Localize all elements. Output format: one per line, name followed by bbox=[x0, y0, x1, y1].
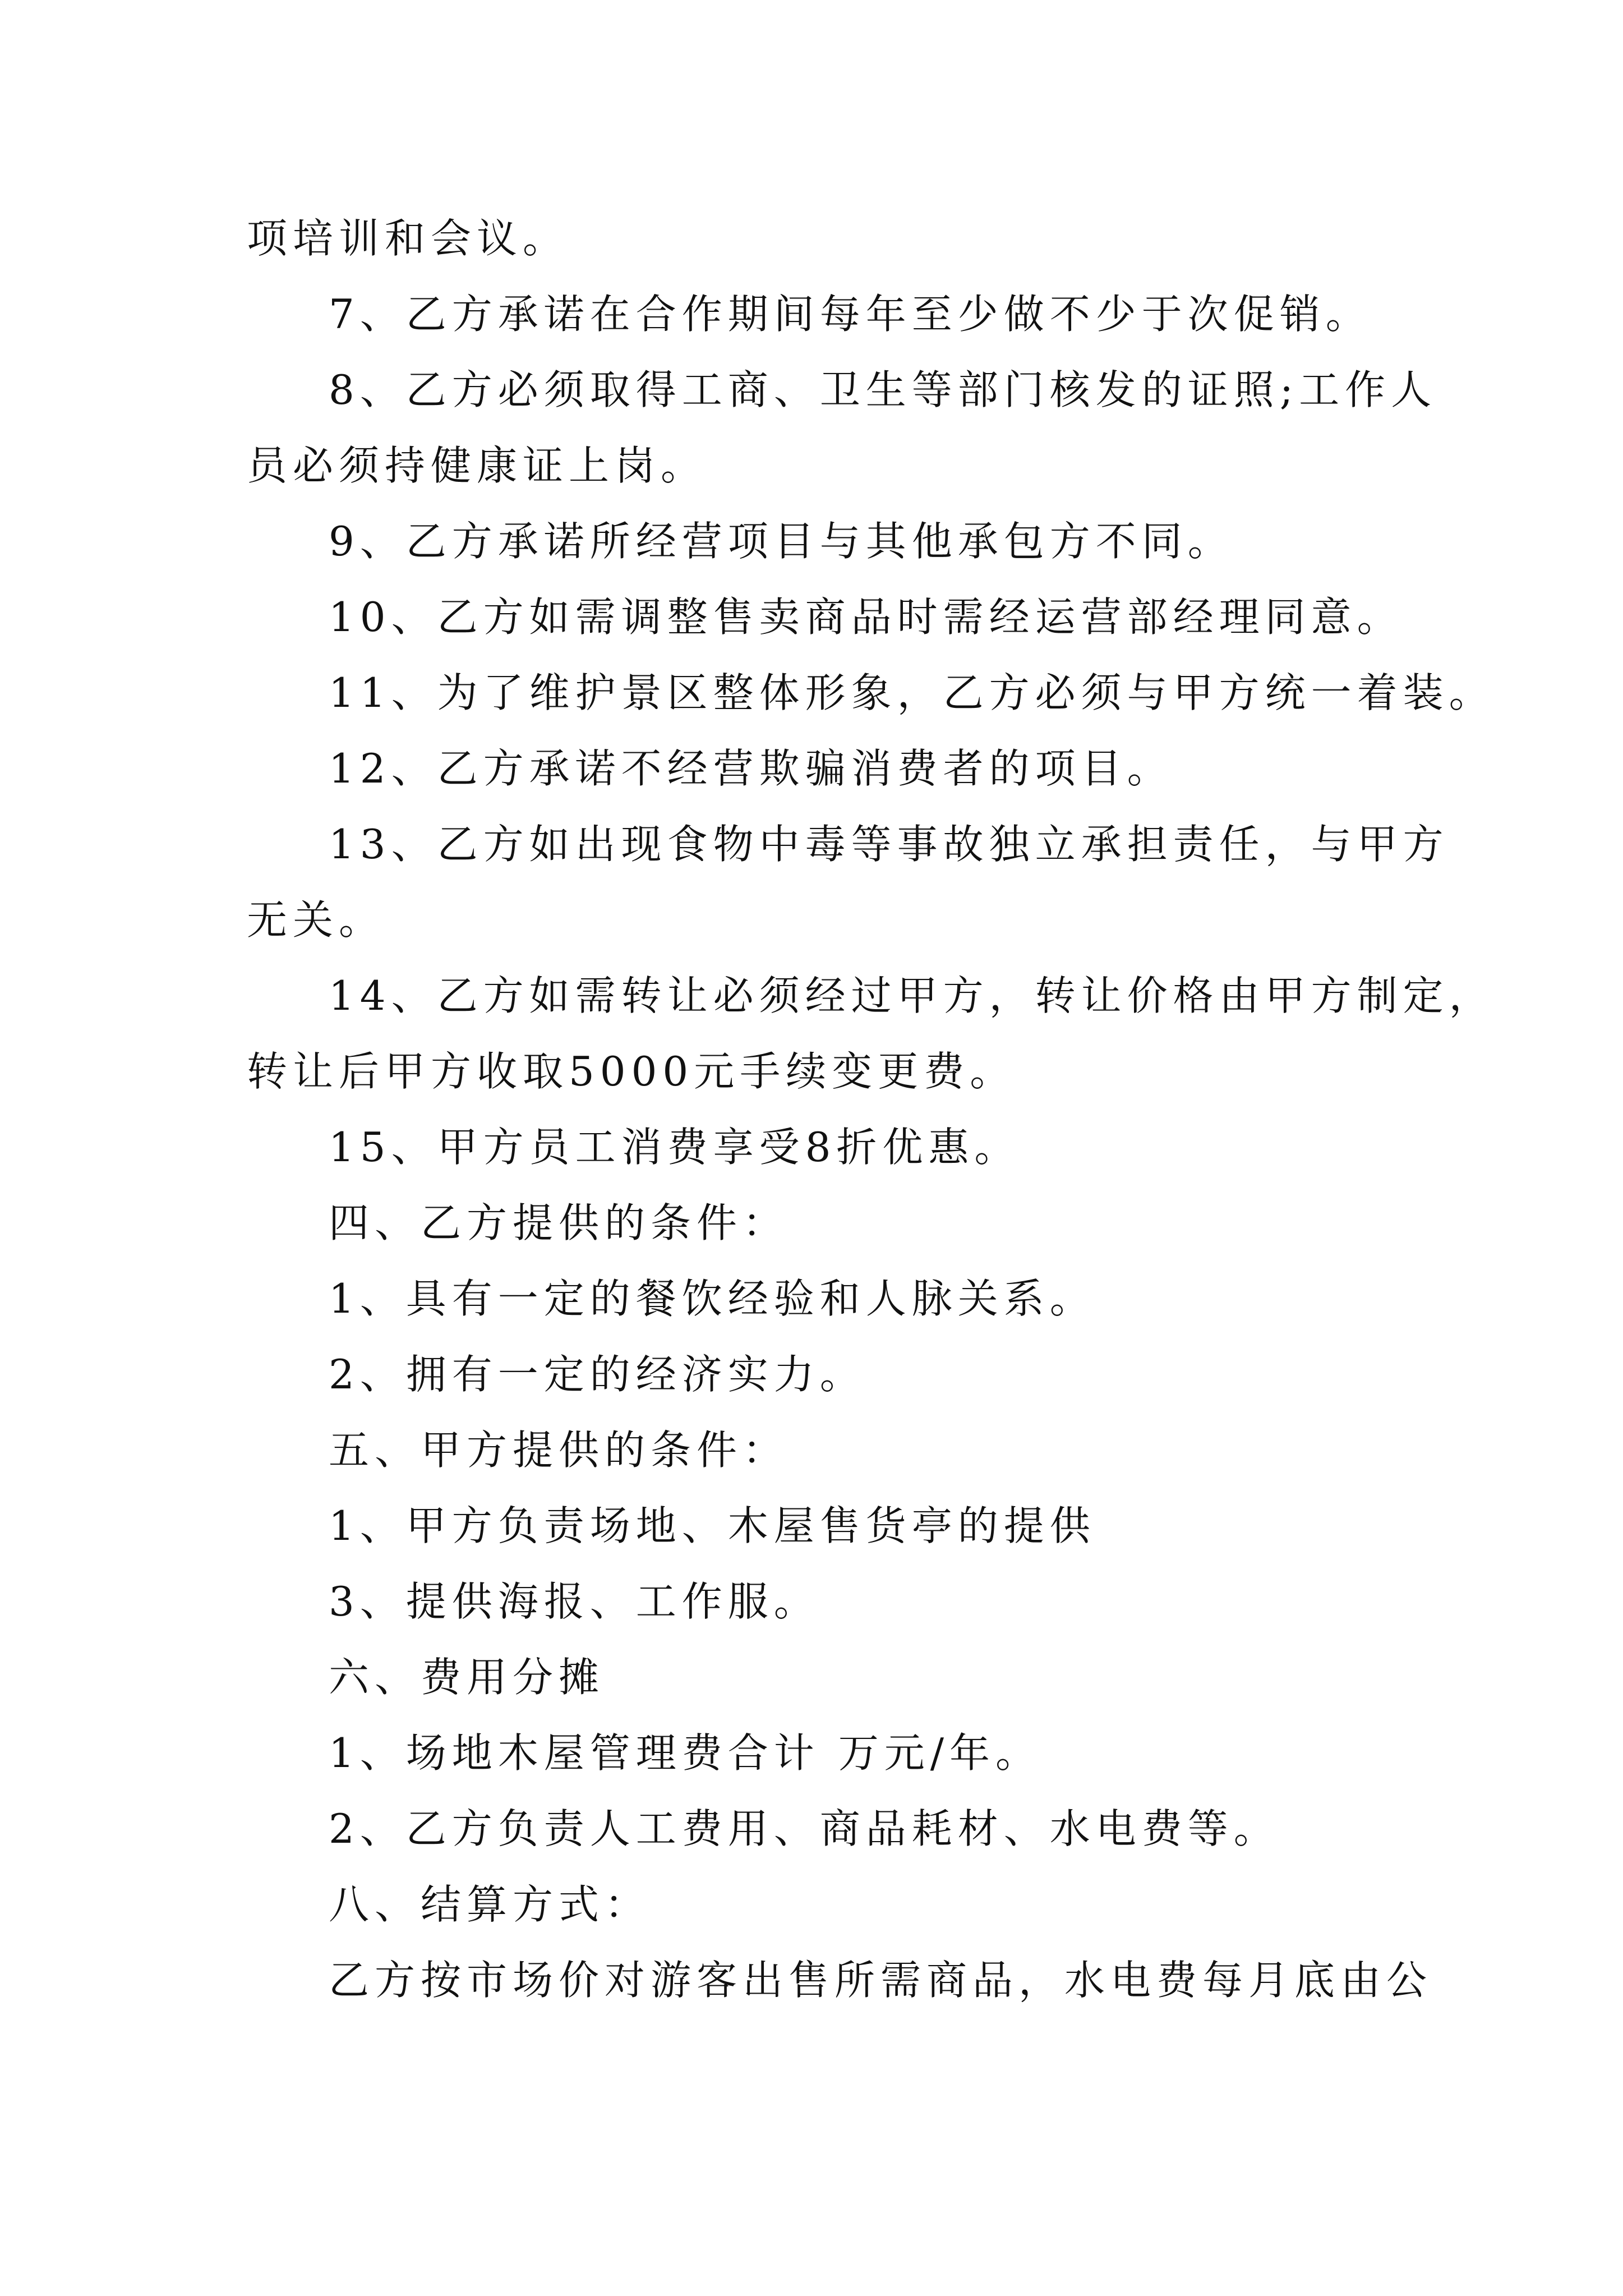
text-line-6: 10、乙方如需调整售卖商品时需经运营部经理同意。 bbox=[329, 593, 1403, 641]
text-line-13: 15、甲方员工消费享受8折优惠。 bbox=[329, 1124, 1021, 1171]
text-line-23: 八、结算方式： bbox=[329, 1881, 651, 1928]
text-line-21: 1、场地木屋管理费合计 万元/年。 bbox=[329, 1729, 1041, 1777]
text-line-14: 四、乙方提供的条件： bbox=[329, 1199, 789, 1246]
text-line-24: 乙方按市场价对游客出售所需商品，水电费每月底由公 bbox=[329, 1957, 1433, 2004]
text-line-18: 1、甲方负责场地、木屋售货亭的提供 bbox=[329, 1502, 1096, 1549]
text-line-19: 3、提供海报、工作服。 bbox=[329, 1578, 820, 1625]
text-line-17: 五、甲方提供的条件： bbox=[329, 1427, 789, 1474]
text-line-5: 9、乙方承诺所经营项目与其他承包方不同。 bbox=[329, 518, 1234, 565]
text-line-20: 六、费用分摊 bbox=[329, 1654, 605, 1701]
text-line-10: 无关。 bbox=[247, 896, 385, 944]
text-line-9: 13、乙方如出现食物中毒等事故独立承担责任，与甲方 bbox=[329, 821, 1449, 868]
text-line-3: 8、乙方必须取得工商、卫生等部门核发的证照;工作人 bbox=[329, 366, 1437, 413]
text-line-1: 项培训和会议。 bbox=[247, 215, 569, 262]
text-line-7: 11、为了维护景区整体形象，乙方必须与甲方统一着装。 bbox=[329, 669, 1495, 716]
text-line-15: 1、具有一定的餐饮经验和人脉关系。 bbox=[329, 1275, 1096, 1322]
text-line-2: 7、乙方承诺在合作期间每年至少做不少于次促销。 bbox=[329, 291, 1372, 338]
text-line-16: 2、拥有一定的经济实力。 bbox=[329, 1351, 866, 1398]
text-line-8: 12、乙方承诺不经营欺骗消费者的项目。 bbox=[329, 745, 1173, 792]
text-line-4: 员必须持健康证上岗。 bbox=[247, 442, 707, 489]
text-line-22: 2、乙方负责人工费用、商品耗材、水电费等。 bbox=[329, 1805, 1280, 1852]
text-line-11: 14、乙方如需转让必须经过甲方，转让价格由甲方制定， bbox=[329, 972, 1495, 1019]
text-line-12: 转让后甲方收取5000元手续变更费。 bbox=[247, 1048, 1016, 1095]
